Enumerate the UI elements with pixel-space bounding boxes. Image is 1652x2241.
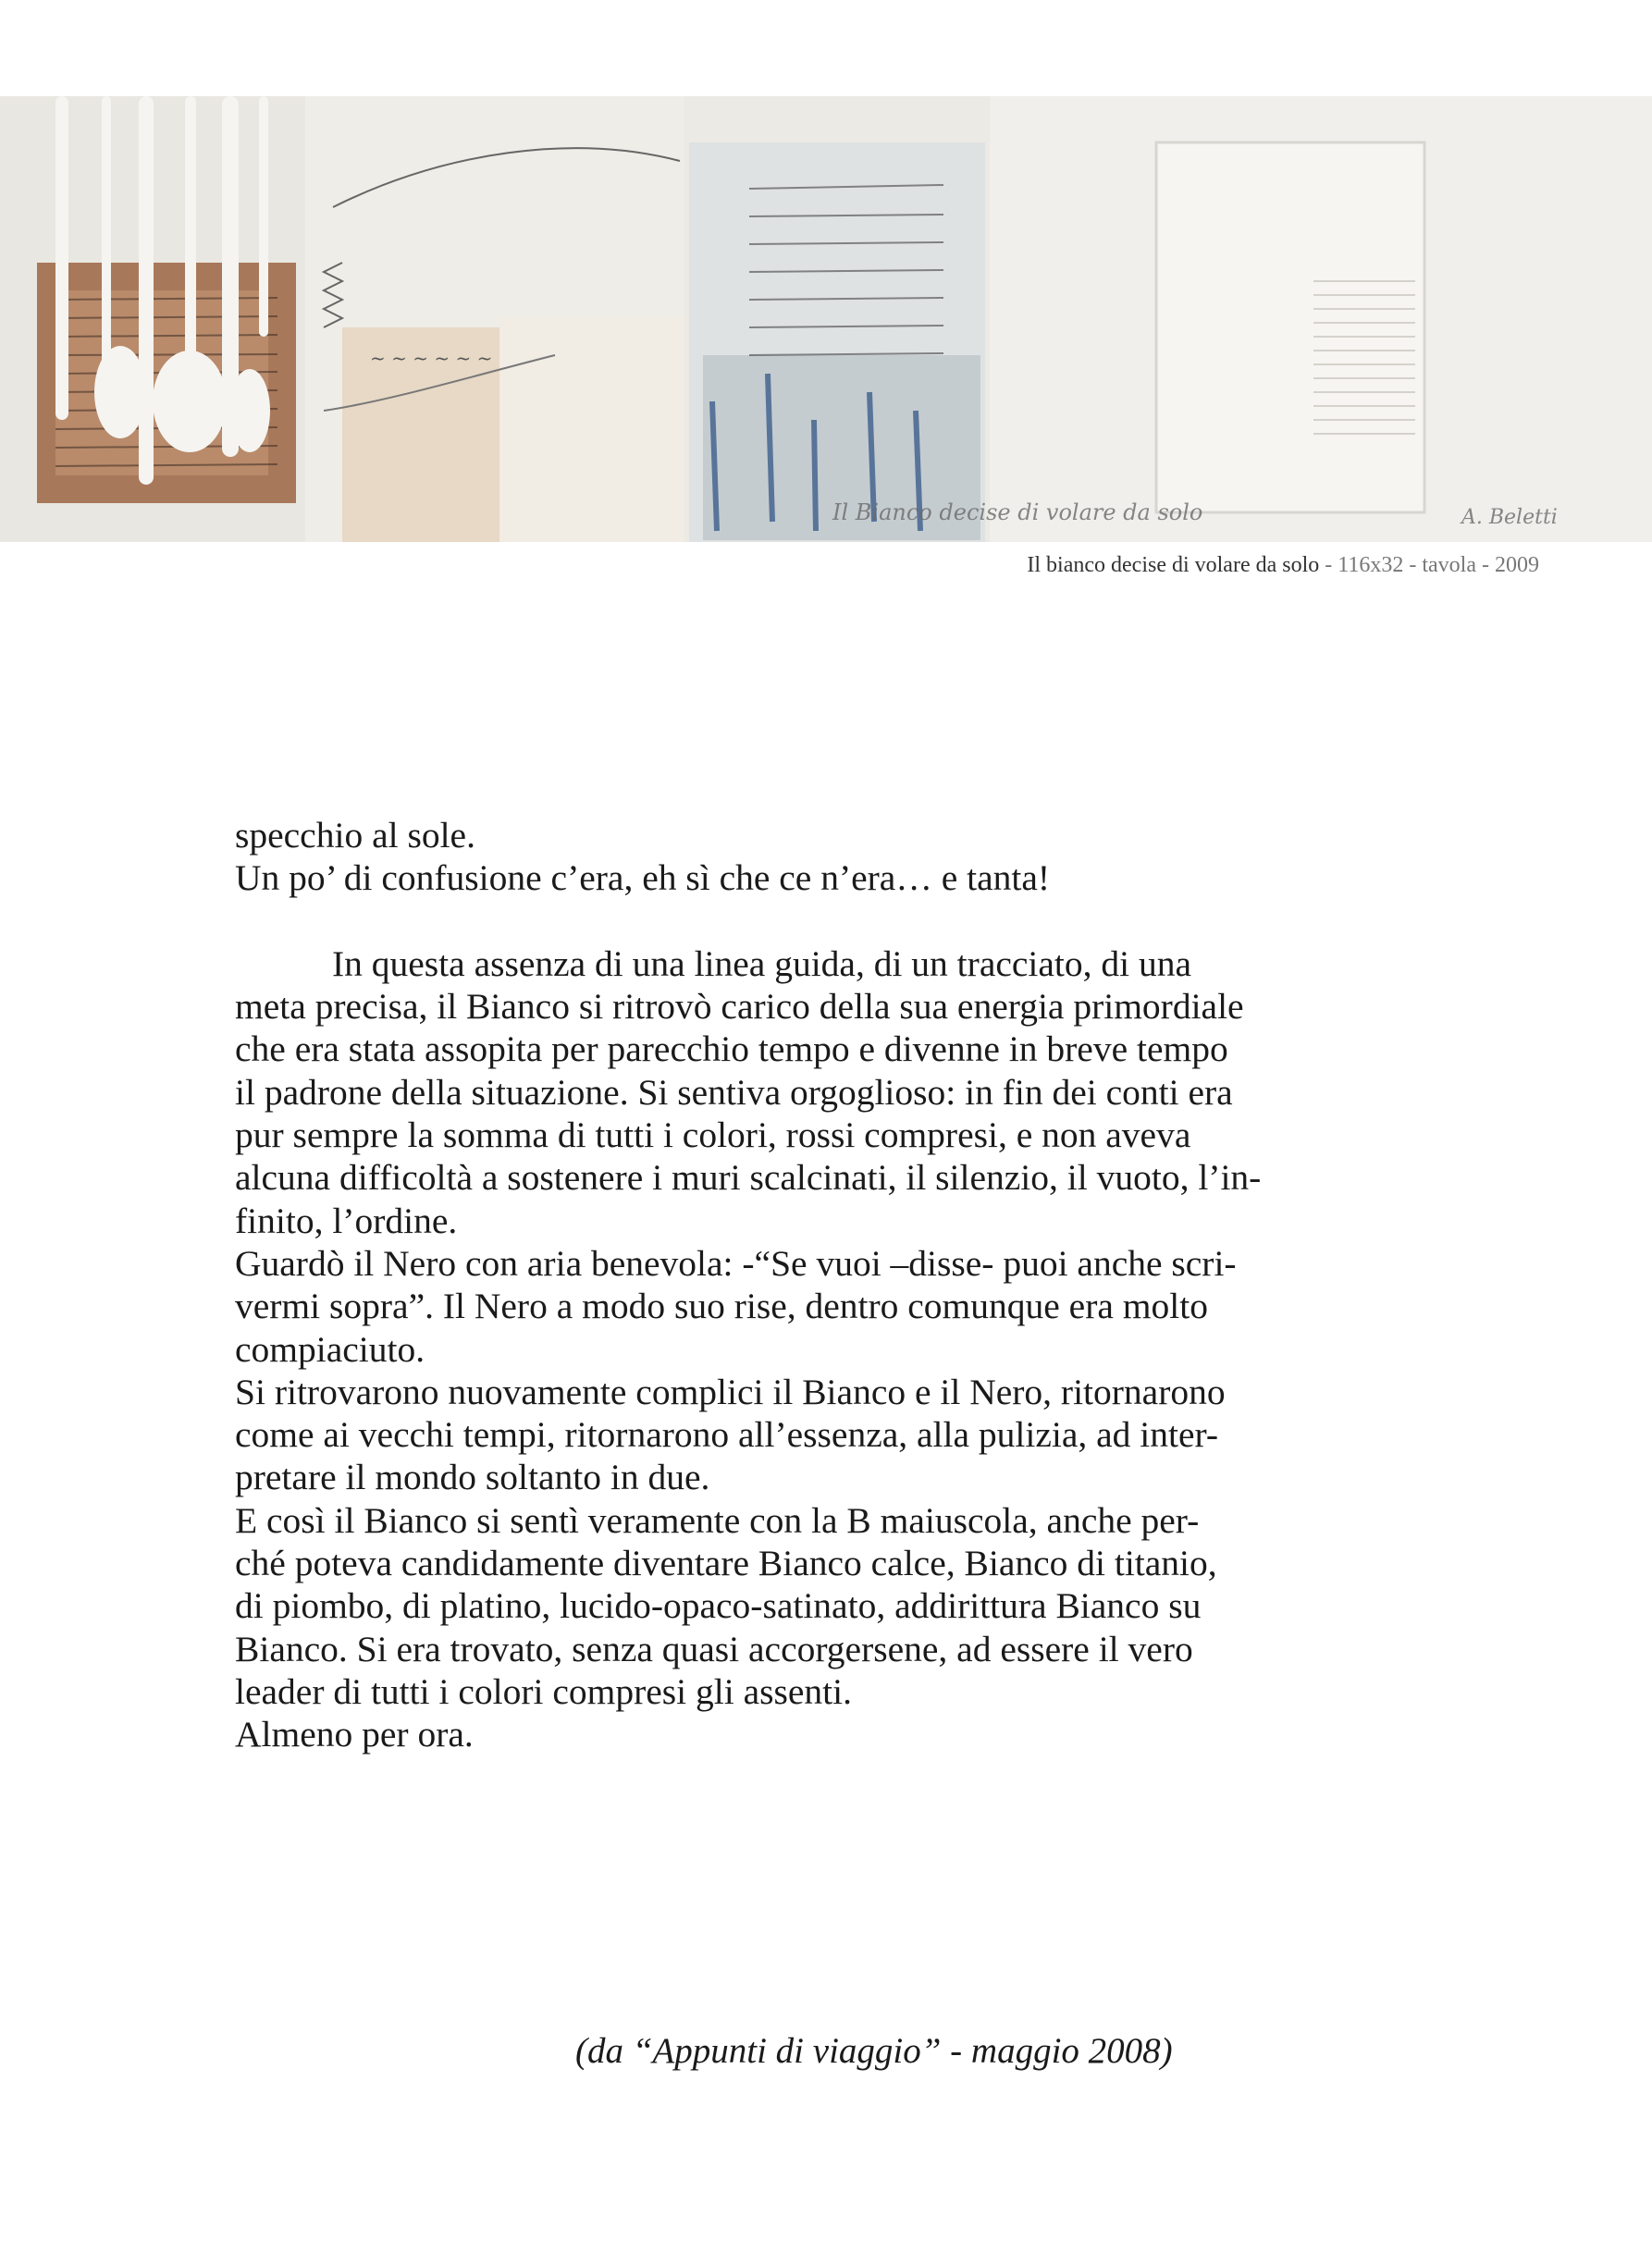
artwork-signature: A. Beletti: [1461, 506, 1558, 529]
text-line: vermi sopra”. Il Nero a modo suo rise, dentro comunque era molto: [235, 1286, 1208, 1327]
text-line: Bianco. Si era trovato, senza quasi accorgersene, ad essere il vero: [235, 1628, 1193, 1669]
text-line: di piombo, di platino, lucido-opaco-satinato, addirittura Bianco su: [235, 1585, 1202, 1627]
text-line: meta precisa, il Bianco si ritrovò carico della sua energia primordiale: [235, 986, 1244, 1028]
text-line: In questa assenza di una linea guida, di un tracciato, di una: [332, 942, 1192, 984]
text-line: come ai vecchi tempi, ritornarono all’essenza, alla pulizia, ad inter-: [235, 1414, 1219, 1456]
caption-title: Il bianco decise di volare da solo: [1027, 553, 1320, 577]
text-line: ché poteva candidamente diventare Bianco calce, Bianco di titanio,: [235, 1543, 1217, 1584]
text-line: E così il Bianco si sentì veramente con la B maiuscola, anche per-: [235, 1499, 1200, 1541]
text-line: Un po’ di confusione c’era, eh sì che ce n’era… e tanta!: [235, 857, 1051, 899]
text-line: specchio al sole.: [235, 815, 475, 856]
text-line: il padrone della situazione. Si sentiva orgoglioso: in fin dei conti era: [235, 1071, 1233, 1113]
text-line: pur sempre la somma di tutti i colori, rossi compresi, e non aveva: [235, 1114, 1191, 1156]
text-line: che era stata assopita per parecchio tempo e divenne in breve tempo: [235, 1028, 1228, 1070]
text-line: leader di tutti i colori compresi gli assenti.: [235, 1670, 852, 1712]
text-line: finito, l’ordine.: [235, 1200, 458, 1241]
body-text: [235, 814, 1437, 1756]
svg-text:~ ~ ~ ~ ~ ~: ~ ~ ~ ~ ~ ~: [370, 347, 493, 369]
text-line: Guardò il Nero con aria benevola: -“Se vuoi –disse- puoi anche scri-: [235, 1242, 1237, 1284]
text-line: Almeno per ora.: [235, 1714, 474, 1755]
source-citation: (da “Appunti di viaggio” - maggio 2008): [575, 2031, 1173, 2071]
artwork-image: [0, 96, 1652, 542]
text-line: alcuna difficoltà a sostenere i muri scalcinati, il silenzio, il vuoto, l’in-: [235, 1157, 1262, 1199]
artwork-caption: [1027, 551, 1539, 579]
artwork-handwriting: Il Bianco decise di volare da solo: [832, 499, 1203, 525]
paragraph-gap: [235, 900, 1437, 942]
text-line: compiaciuto.: [235, 1328, 425, 1370]
text-line: Si ritrovarono nuovamente complici il Bianco e il Nero, ritornarono: [235, 1371, 1226, 1412]
caption-meta: - 116x32 - tavola - 2009: [1319, 553, 1539, 577]
text-line: pretare il mondo soltanto in due.: [235, 1457, 710, 1498]
